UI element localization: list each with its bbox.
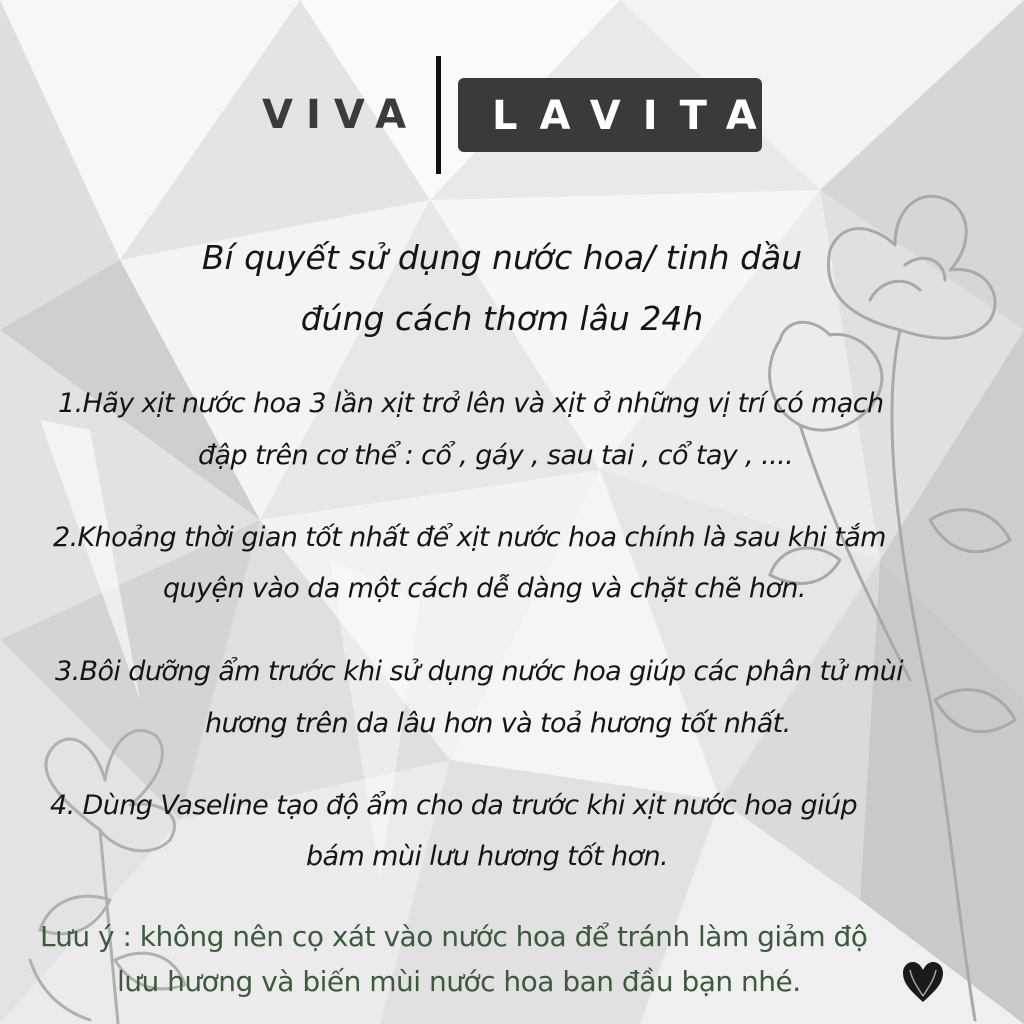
tip-4-line-1: 4. Dùng Vaseline tạo độ ẩm cho da trước khi xịt nước hoa giúp (50, 790, 858, 821)
logo-divider (436, 56, 441, 174)
tip-3-line-2: hương trên da lâu hơn và toả hương tốt nhất. (205, 708, 791, 739)
note-line-2: lưu hương và biến mùi nước hoa ban đầu bạn nhé. (117, 965, 801, 998)
tip-2-line-2: quyện vào da một cách dễ dàng và chặt chẽ hơn. (163, 573, 806, 604)
heart-icon (900, 958, 946, 1006)
tip-3-line-1: 3.Bôi dưỡng ẩm trước khi sử dụng nước hoa giúp các phân tử mùi (55, 656, 904, 687)
tip-1-line-2: đập trên cơ thể : cổ , gáy , sau tai , cổ tay , .... (198, 440, 794, 471)
title-line-2: đúng cách thơm lâu 24h (300, 299, 704, 338)
tip-1-line-1: 1.Hãy xịt nước hoa 3 lần xịt trở lên và xịt ở những vị trí có mạch (58, 388, 884, 419)
tip-2-line-1: 2.Khoảng thời gian tốt nhất để xịt nước hoa chính là sau khi tắm (53, 522, 886, 553)
logo-viva-text: VIVA (262, 92, 420, 138)
logo-lavita-text: LAVITA (492, 93, 779, 139)
title-line-1: Bí quyết sử dụng nước hoa/ tinh dầu (201, 238, 803, 277)
note-line-1: Lưu ý : không nên cọ xát vào nước hoa để tránh làm giảm độ (40, 920, 868, 953)
tip-4-line-2: bám mùi lưu hương tốt hơn. (306, 841, 668, 872)
